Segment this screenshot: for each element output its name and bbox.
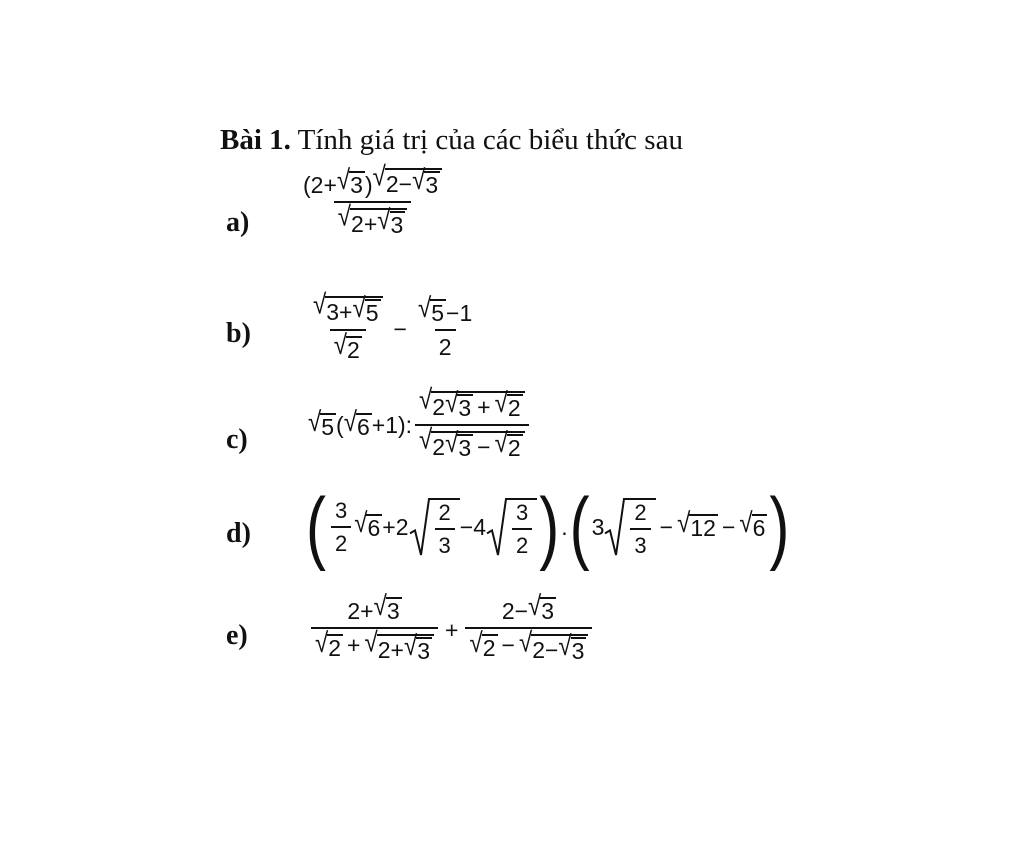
exercise-title (220, 124, 683, 157)
label-b: b) (226, 318, 251, 349)
expression-c: √ 5 ( √ 6 +1): √ 2 √ 3 + √ 2 √ 2 √ 3 − √ 2 (308, 391, 532, 460)
label-d: d) (226, 518, 251, 549)
fraction-a: (2+ √ 3 ) √ 2− √ 3 √ 2+ √ 3 (299, 168, 446, 237)
exercise-instruction: Tính giá trị của các biểu thức sau (297, 124, 683, 156)
exercise-number: Bài 1. (220, 124, 291, 156)
expression-e: 2+ √ 3 √ 2 + √ 2+ √ 3 + 2− √ 3 √ 2 − √ 2− √ 3 (308, 597, 595, 663)
expression-b: √ 3+ √ 5 √ 2 − √ 5 −1 2 (313, 289, 473, 363)
expression-d: ( $\frac{3}{2}$ √ 6 +2 $\frac{2}{3}$ −4 $\frac{3}{2}$ ) . ( 3 $\frac{2}{3}$ − √ 12 − √ 6 ) (306, 481, 790, 572)
label-c: c) (226, 424, 248, 455)
label-e: e) (226, 620, 248, 651)
expression-a (296, 161, 449, 238)
label-a: a) (226, 207, 250, 238)
